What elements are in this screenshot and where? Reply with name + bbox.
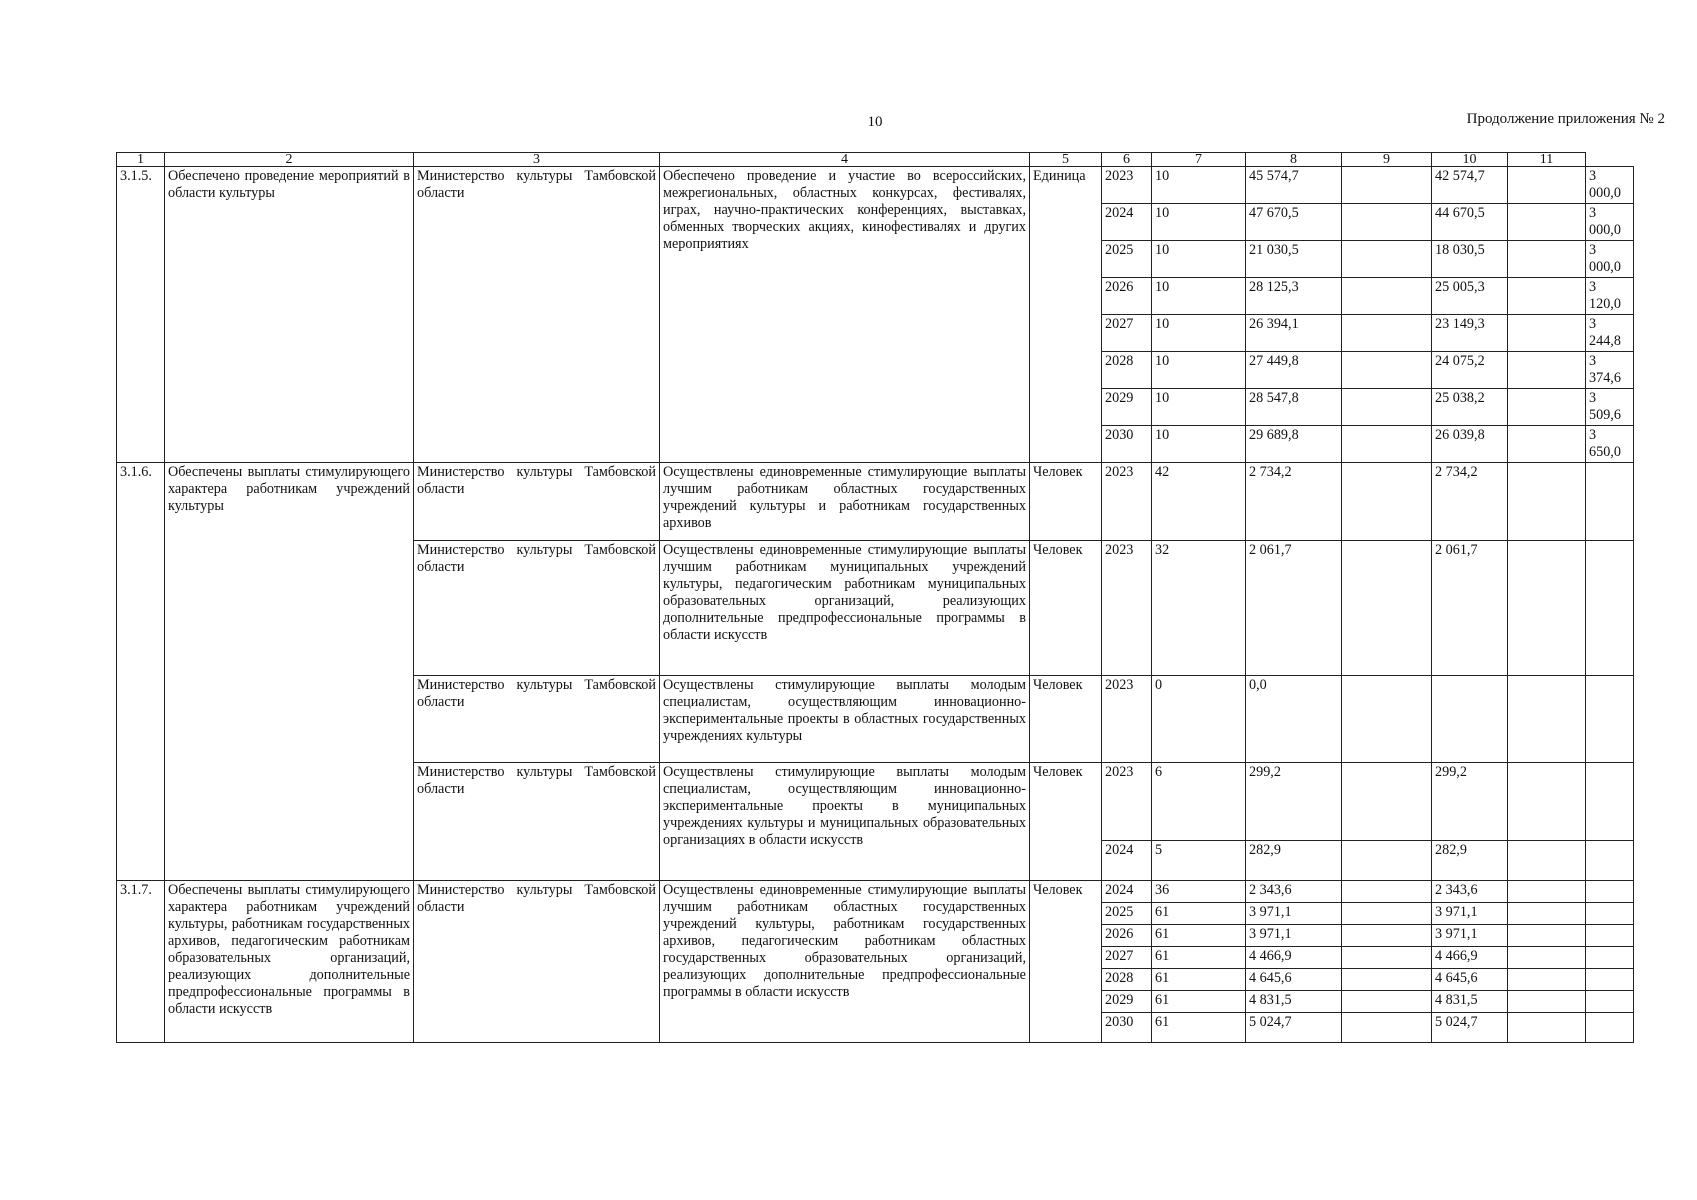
column-10-cell <box>1508 389 1586 426</box>
column-9-cell: 4 466,9 <box>1432 947 1508 969</box>
year-cell: 2025 <box>1102 241 1152 278</box>
year-cell: 2026 <box>1102 925 1152 947</box>
column-10-cell <box>1508 541 1586 676</box>
column-11-cell: 3 244,8 <box>1586 315 1634 352</box>
quantity-cell: 42 <box>1152 463 1246 541</box>
unit-cell: Человек <box>1030 763 1102 881</box>
measure-cell: Осуществлены единовременные стимулирующие выплаты лучшим работникам областных государственных учреждений культуры и работникам государственных архивов <box>660 463 1030 541</box>
column-8-cell <box>1342 881 1432 903</box>
column-number: 5 <box>1030 153 1102 167</box>
column-10-cell <box>1508 204 1586 241</box>
column-10-cell <box>1508 352 1586 389</box>
column-10-cell <box>1508 763 1586 841</box>
column-number: 6 <box>1102 153 1152 167</box>
column-10-cell <box>1508 947 1586 969</box>
measure-cell: Осуществлены стимулирующие выплаты молодым специалистам, осуществляющим инновационно-экспериментальные проекты в областных государственных учреждениях культуры <box>660 676 1030 763</box>
column-9-cell <box>1432 676 1508 763</box>
year-cell: 2024 <box>1102 841 1152 881</box>
column-9-cell: 44 670,5 <box>1432 204 1508 241</box>
quantity-cell: 10 <box>1152 315 1246 352</box>
column-number: 11 <box>1508 153 1586 167</box>
total-cell: 5 024,7 <box>1246 1013 1342 1043</box>
quantity-cell: 10 <box>1152 426 1246 463</box>
quantity-cell: 10 <box>1152 241 1246 278</box>
quantity-cell: 10 <box>1152 352 1246 389</box>
quantity-cell: 61 <box>1152 1013 1246 1043</box>
total-cell: 3 971,1 <box>1246 903 1342 925</box>
measure-cell: Обеспечено проведение и участие во всероссийских, межрегиональных, областных конкурсах, фестивалях, играх, научно-практических конференциях, выставках, обменных творческих акциях, кинофестивалях и других мероприятиях <box>660 167 1030 463</box>
quantity-cell: 61 <box>1152 969 1246 991</box>
column-9-cell: 24 075,2 <box>1432 352 1508 389</box>
quantity-cell: 61 <box>1152 947 1246 969</box>
appendix-continuation-label: Продолжение приложения № 2 <box>1466 111 1665 127</box>
column-number: 2 <box>165 153 414 167</box>
year-cell: 2028 <box>1102 352 1152 389</box>
item-code-cell: 3.1.5. <box>117 167 165 463</box>
column-10-cell <box>1508 1013 1586 1043</box>
measure-cell: Осуществлены единовременные стимулирующие выплаты лучшим работникам областных государственных учреждений культуры, работникам государственных архивов, педагогическим работникам областных государственных образовательных организаций, реализующих дополнительные предпрофессиональные программы в области искусств <box>660 881 1030 1043</box>
column-11-cell: 3 650,0 <box>1586 426 1634 463</box>
quantity-cell: 0 <box>1152 676 1246 763</box>
result-cell: Обеспечено проведение мероприятий в области культуры <box>165 167 414 463</box>
column-9-cell: 25 038,2 <box>1432 389 1508 426</box>
column-11-cell <box>1586 881 1634 903</box>
unit-cell: Человек <box>1030 881 1102 1043</box>
year-cell: 2023 <box>1102 463 1152 541</box>
measure-cell: Осуществлены единовременные стимулирующие выплаты лучшим работникам муниципальных учреждений культуры, педагогическим работникам муниципальных образовательных организаций, реализующих дополнительные предпрофессиональные программы в области искусств <box>660 541 1030 676</box>
column-number: 1 <box>117 153 165 167</box>
column-8-cell <box>1342 426 1432 463</box>
result-cell: Обеспечены выплаты стимулирующего характера работникам учреждений культуры, работникам государственных архивов, педагогическим работникам образовательных организаций, реализующих дополнительные предпрофессиональные программы в области искусств <box>165 881 414 1043</box>
total-cell: 47 670,5 <box>1246 204 1342 241</box>
column-number-row <box>117 153 1634 167</box>
column-11-cell <box>1586 763 1634 841</box>
year-cell: 2023 <box>1102 763 1152 841</box>
measure-cell: Осуществлены стимулирующие выплаты молодым специалистам, осуществляющим инновационно-экспериментальные проекты в муниципальных учреждениях культуры и муниципальных образовательных организациях в области искусств <box>660 763 1030 881</box>
column-8-cell <box>1342 925 1432 947</box>
quantity-cell: 10 <box>1152 389 1246 426</box>
column-10-cell <box>1508 463 1586 541</box>
column-10-cell <box>1508 903 1586 925</box>
result-cell: Обеспечены выплаты стимулирующего характера работникам учреждений культуры <box>165 463 414 881</box>
agency-cell: Министерство культуры Тамбовской области <box>414 763 660 881</box>
column-11-cell <box>1586 969 1634 991</box>
column-9-cell: 3 971,1 <box>1432 925 1508 947</box>
unit-cell: Единица <box>1030 167 1102 463</box>
quantity-cell: 6 <box>1152 763 1246 841</box>
quantity-cell: 36 <box>1152 881 1246 903</box>
total-cell: 282,9 <box>1246 841 1342 881</box>
unit-cell: Человек <box>1030 676 1102 763</box>
column-8-cell <box>1342 541 1432 676</box>
year-cell: 2029 <box>1102 389 1152 426</box>
item-code-cell: 3.1.6. <box>117 463 165 881</box>
column-number: 8 <box>1246 153 1342 167</box>
program-activities-table <box>116 152 1634 1043</box>
total-cell: 29 689,8 <box>1246 426 1342 463</box>
column-8-cell <box>1342 278 1432 315</box>
column-8-cell <box>1342 463 1432 541</box>
item-code-cell: 3.1.7. <box>117 881 165 1043</box>
agency-cell: Министерство культуры Тамбовской области <box>414 541 660 676</box>
column-11-cell <box>1586 1013 1634 1043</box>
column-9-cell: 2 061,7 <box>1432 541 1508 676</box>
year-cell: 2026 <box>1102 278 1152 315</box>
column-9-cell: 18 030,5 <box>1432 241 1508 278</box>
column-11-cell: 3 000,0 <box>1586 204 1634 241</box>
column-number: 10 <box>1432 153 1508 167</box>
column-10-cell <box>1508 881 1586 903</box>
column-9-cell: 42 574,7 <box>1432 167 1508 204</box>
total-cell: 4 831,5 <box>1246 991 1342 1013</box>
year-cell: 2027 <box>1102 315 1152 352</box>
quantity-cell: 5 <box>1152 841 1246 881</box>
total-cell: 0,0 <box>1246 676 1342 763</box>
column-8-cell <box>1342 991 1432 1013</box>
column-11-cell: 3 509,6 <box>1586 389 1634 426</box>
column-8-cell <box>1342 1013 1432 1043</box>
column-8-cell <box>1342 204 1432 241</box>
year-cell: 2030 <box>1102 426 1152 463</box>
agency-cell: Министерство культуры Тамбовской области <box>414 881 660 1043</box>
column-10-cell <box>1508 315 1586 352</box>
quantity-cell: 10 <box>1152 278 1246 315</box>
total-cell: 28 547,8 <box>1246 389 1342 426</box>
column-9-cell: 3 971,1 <box>1432 903 1508 925</box>
column-11-cell: 3 374,6 <box>1586 352 1634 389</box>
column-9-cell: 299,2 <box>1432 763 1508 841</box>
column-8-cell <box>1342 315 1432 352</box>
agency-cell: Министерство культуры Тамбовской области <box>414 167 660 463</box>
column-10-cell <box>1508 991 1586 1013</box>
column-8-cell <box>1342 947 1432 969</box>
total-cell: 45 574,7 <box>1246 167 1342 204</box>
column-number: 4 <box>660 153 1030 167</box>
column-8-cell <box>1342 389 1432 426</box>
column-8-cell <box>1342 903 1432 925</box>
quantity-cell: 61 <box>1152 903 1246 925</box>
column-11-cell <box>1586 903 1634 925</box>
column-11-cell <box>1586 947 1634 969</box>
column-11-cell: 3 000,0 <box>1586 241 1634 278</box>
column-9-cell: 23 149,3 <box>1432 315 1508 352</box>
column-10-cell <box>1508 969 1586 991</box>
column-10-cell <box>1508 426 1586 463</box>
page-number: 10 <box>867 114 883 130</box>
total-cell: 2 343,6 <box>1246 881 1342 903</box>
column-10-cell <box>1508 841 1586 881</box>
column-9-cell: 2 343,6 <box>1432 881 1508 903</box>
unit-cell: Человек <box>1030 541 1102 676</box>
quantity-cell: 10 <box>1152 167 1246 204</box>
column-11-cell <box>1586 463 1634 541</box>
column-10-cell <box>1508 925 1586 947</box>
column-9-cell: 2 734,2 <box>1432 463 1508 541</box>
year-cell: 2023 <box>1102 541 1152 676</box>
column-10-cell <box>1508 167 1586 204</box>
table-row <box>117 167 1634 204</box>
total-cell: 4 645,6 <box>1246 969 1342 991</box>
quantity-cell: 61 <box>1152 991 1246 1013</box>
total-cell: 2 734,2 <box>1246 463 1342 541</box>
quantity-cell: 10 <box>1152 204 1246 241</box>
table-body <box>117 167 1634 1043</box>
total-cell: 28 125,3 <box>1246 278 1342 315</box>
column-8-cell <box>1342 676 1432 763</box>
column-9-cell: 4 645,6 <box>1432 969 1508 991</box>
year-cell: 2027 <box>1102 947 1152 969</box>
total-cell: 3 971,1 <box>1246 925 1342 947</box>
column-8-cell <box>1342 763 1432 841</box>
column-9-cell: 26 039,8 <box>1432 426 1508 463</box>
total-cell: 27 449,8 <box>1246 352 1342 389</box>
total-cell: 2 061,7 <box>1246 541 1342 676</box>
column-8-cell <box>1342 969 1432 991</box>
column-11-cell <box>1586 841 1634 881</box>
year-cell: 2025 <box>1102 903 1152 925</box>
column-10-cell <box>1508 241 1586 278</box>
total-cell: 26 394,1 <box>1246 315 1342 352</box>
column-number: 7 <box>1152 153 1246 167</box>
year-cell: 2028 <box>1102 969 1152 991</box>
total-cell: 4 466,9 <box>1246 947 1342 969</box>
column-number: 3 <box>414 153 660 167</box>
total-cell: 21 030,5 <box>1246 241 1342 278</box>
column-number: 9 <box>1342 153 1432 167</box>
quantity-cell: 61 <box>1152 925 1246 947</box>
column-9-cell: 282,9 <box>1432 841 1508 881</box>
total-cell: 299,2 <box>1246 763 1342 841</box>
column-8-cell <box>1342 841 1432 881</box>
column-11-cell <box>1586 676 1634 763</box>
year-cell: 2024 <box>1102 204 1152 241</box>
year-cell: 2024 <box>1102 881 1152 903</box>
column-11-cell <box>1586 991 1634 1013</box>
column-10-cell <box>1508 676 1586 763</box>
column-8-cell <box>1342 241 1432 278</box>
year-cell: 2023 <box>1102 676 1152 763</box>
column-11-cell: 3 000,0 <box>1586 167 1634 204</box>
column-10-cell <box>1508 278 1586 315</box>
table-row <box>117 463 1634 541</box>
column-8-cell <box>1342 352 1432 389</box>
year-cell: 2029 <box>1102 991 1152 1013</box>
column-11-cell <box>1586 541 1634 676</box>
column-11-cell: 3 120,0 <box>1586 278 1634 315</box>
agency-cell: Министерство культуры Тамбовской области <box>414 463 660 541</box>
year-cell: 2030 <box>1102 1013 1152 1043</box>
quantity-cell: 32 <box>1152 541 1246 676</box>
column-11-cell <box>1586 925 1634 947</box>
agency-cell: Министерство культуры Тамбовской области <box>414 676 660 763</box>
column-8-cell <box>1342 167 1432 204</box>
column-9-cell: 25 005,3 <box>1432 278 1508 315</box>
year-cell: 2023 <box>1102 167 1152 204</box>
column-9-cell: 4 831,5 <box>1432 991 1508 1013</box>
unit-cell: Человек <box>1030 463 1102 541</box>
table-row <box>117 881 1634 903</box>
column-9-cell: 5 024,7 <box>1432 1013 1508 1043</box>
